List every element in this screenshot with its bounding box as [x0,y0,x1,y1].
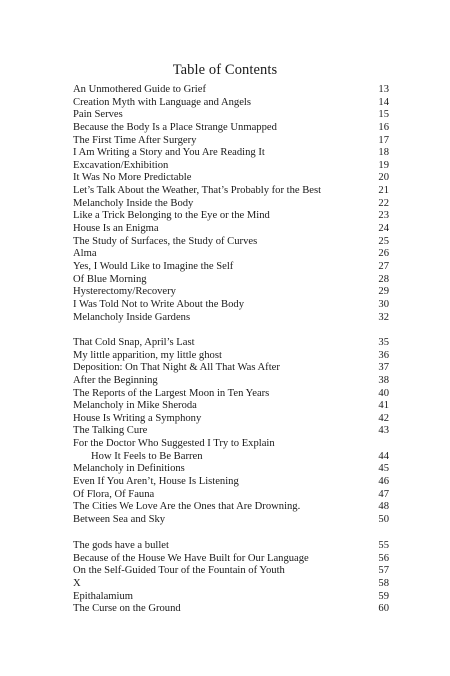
toc-entry-page: 21 [378,185,389,197]
toc-entry-page: 13 [378,84,389,95]
toc-entry-page: 23 [378,210,389,222]
toc-entry [73,565,389,578]
toc-entry-page: 50 [378,513,389,525]
toc-entry [73,236,389,249]
toc-section-1 [73,84,389,324]
toc-entry [73,388,389,401]
toc-entry-page: 22 [378,197,389,209]
toc-entry-page: 28 [378,273,389,285]
toc-entry [73,248,389,261]
toc-entry-title: The Cities We Love Are the Ones that Are Drowning. [73,501,301,513]
toc-entry-page: 18 [378,147,389,159]
toc-entry [73,261,389,274]
toc-entry-title: The Talking Cure [73,425,148,437]
toc-entry [73,578,389,591]
toc-entry [73,185,389,198]
toc-entry-title: X [73,577,81,589]
toc-entry-page: 59 [378,590,389,602]
toc-entry-title: Creation Myth with Language and Angels [73,96,251,108]
toc-entry-title: Melancholy in Definitions [73,463,185,475]
toc-entry [73,109,389,122]
toc-entry-page: 25 [378,235,389,247]
toc-entry [73,438,389,451]
toc-entry [73,413,389,426]
toc-entry [73,198,389,211]
toc-entry-title: House Is Writing a Symphony [73,412,202,424]
toc-entry-title: Because the Body Is a Place Strange Unmapped [73,121,277,133]
toc-entry-title: Of Blue Morning [73,273,147,285]
toc-entry-page: 27 [378,260,389,272]
toc-entry [73,122,389,135]
toc-entry [73,274,389,287]
toc-entry [73,147,389,160]
toc-entry-title: Like a Trick Belonging to the Eye or the Mind [73,210,270,222]
toc-entry [73,514,389,527]
toc-entry-title: The First Time After Surgery [73,134,197,146]
toc-entry-page: 19 [378,159,389,171]
toc-entry-page: 56 [378,552,389,564]
toc-entry [73,362,389,375]
toc-entry-page: 15 [378,109,389,121]
toc-entry [73,489,389,502]
toc-entry-title: Alma [73,248,97,260]
toc-entry [73,312,389,325]
toc-entry [73,375,389,388]
toc-entry-page: 44 [378,450,389,462]
toc-entry-title: Melancholy Inside the Body [73,197,194,209]
toc-entry [73,97,389,110]
toc-entry [73,400,389,413]
toc-entry-page: 29 [378,286,389,298]
toc-entry [73,591,389,604]
toc-entry-page: 41 [378,400,389,412]
toc-entry-title: House Is an Enigma [73,223,159,235]
toc-entry-page: 45 [378,463,389,475]
toc-entry-title: Melancholy Inside Gardens [73,311,191,323]
toc-section-2 [73,337,389,527]
toc-entry [73,603,389,616]
toc-entry-title: An Unmothered Guide to Grief [73,84,206,95]
toc-entry-page: 55 [378,540,389,551]
toc-entry [73,160,389,173]
toc-entry-title: Let’s Talk About the Weather, That’s Probably for the Best [73,185,322,197]
toc-entry-title: Hysterectomy/Recovery [73,286,176,298]
toc-entry-title: My little apparition, my little ghost [73,349,222,361]
toc-entry-title: The gods have a bullet [73,540,169,551]
toc-entry-page: 36 [378,349,389,361]
toc-entry-title: Even If You Aren’t, House Is Listening [73,476,239,488]
toc-entry [73,286,389,299]
toc-entry-page: 42 [378,412,389,424]
toc-entry-page: 17 [378,134,389,146]
toc-entry [73,425,389,438]
toc-entry-page: 30 [378,298,389,310]
toc-entry-page: 20 [378,172,389,184]
toc-entry-title: Deposition: On That Night & All That Was After [73,362,280,374]
toc-entry-page: 48 [378,501,389,513]
toc-entry-page: 16 [378,121,389,133]
toc-entry [73,135,389,148]
toc-entry-title: The Reports of the Largest Moon in Ten Years [73,387,270,399]
toc-entry-title: I Am Writing a Story and You Are Reading It [73,147,265,159]
toc-entry-page: 58 [378,577,389,589]
toc-entry-page: 46 [378,476,389,488]
toc-entry-title: Excavation/Exhibition [73,159,169,171]
toc-entry-title: That Cold Snap, April’s Last [73,337,195,348]
toc-entry [73,350,389,363]
toc-entry-page: 43 [378,425,389,437]
toc-entry-page: 24 [378,223,389,235]
toc-entry-page: 60 [378,603,389,615]
toc-entry-page: 26 [378,248,389,260]
toc-section-3 [73,540,389,616]
toc-entry [73,84,389,97]
toc-entry-title: It Was No More Predictable [73,172,192,184]
toc-entry-title: For the Doctor Who Suggested I Try to Explain [73,438,275,450]
toc-entry [73,476,389,489]
toc-entry-title: On the Self-Guided Tour of the Fountain of Youth [73,565,285,577]
toc-entry-title: I Was Told Not to Write About the Body [73,298,245,310]
toc-entry-page: 38 [378,374,389,386]
toc-entry [73,172,389,185]
toc-entry [73,451,389,464]
toc-entry [73,540,389,553]
toc-entry [73,210,389,223]
toc-entry-page: 40 [378,387,389,399]
toc-entry [73,299,389,312]
toc-entry-title: The Study of Surfaces, the Study of Curves [73,235,258,247]
toc-entry-title: Of Flora, Of Fauna [73,488,155,500]
toc-entry-page: 32 [378,311,389,323]
toc-entry-title: Pain Serves [73,109,123,121]
toc-entry-page: 47 [378,488,389,500]
toc-entry-title: How It Feels to Be Barren [91,450,203,462]
toc-entry [73,553,389,566]
toc-entry-title: Between Sea and Sky [73,513,166,525]
toc-entry [73,501,389,514]
toc-entry-title: Melancholy in Mike Sheroda [73,400,197,412]
toc-entry [73,337,389,350]
toc-entry [73,223,389,236]
toc-entry-title: After the Beginning [73,374,158,386]
toc-entry-page: 37 [378,362,389,374]
toc-entry-page: 57 [378,565,389,577]
toc-entry-title: Epithalamium [73,590,134,602]
toc-entry-page: 35 [378,337,389,348]
toc-entry-title: The Curse on the Ground [73,603,181,615]
page-title: Table of Contents [172,62,278,78]
toc-entry-page: 14 [378,96,389,108]
toc-entry-title: Yes, I Would Like to Imagine the Self [73,260,234,272]
toc-entry [73,463,389,476]
toc-entry-title: Because of the House We Have Built for Our Language [73,552,309,564]
